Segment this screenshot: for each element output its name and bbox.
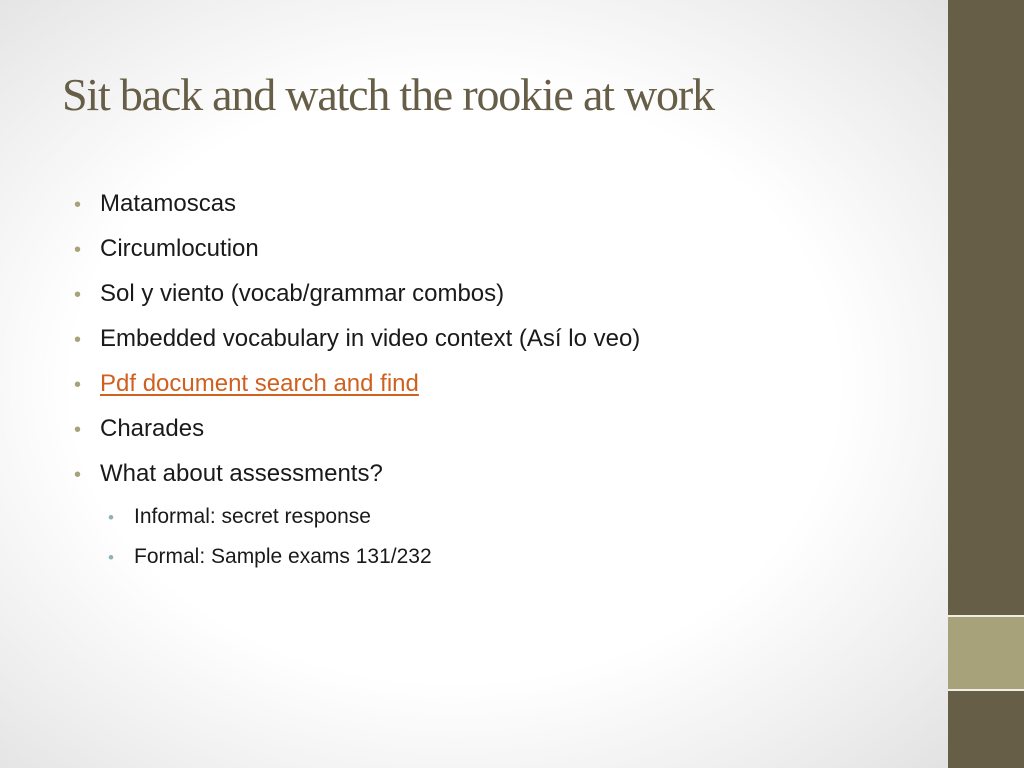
bullet-dot-icon: • bbox=[74, 374, 82, 396]
bullet-item-embedded-vocabulary bbox=[74, 321, 640, 366]
bullet-dot-icon: • bbox=[74, 194, 82, 216]
bullet-item-matamoscas bbox=[74, 186, 640, 231]
bullet-item-assessments bbox=[74, 456, 640, 501]
sub-bullet-text: Informal: secret response bbox=[134, 505, 371, 528]
slide-title: Sit back and watch the rookie at work bbox=[62, 69, 714, 120]
bullet-text: Matamoscas bbox=[100, 190, 237, 217]
bullet-item-pdf-search bbox=[74, 366, 640, 411]
bullet-item-circumlocution bbox=[74, 231, 640, 276]
sub-bullet-item-informal bbox=[108, 501, 640, 541]
bullet-text: Sol y viento (vocab/grammar combos) bbox=[100, 280, 505, 307]
bullet-list bbox=[74, 186, 640, 581]
bullet-text: Circumlocution bbox=[100, 235, 259, 262]
bullet-dot-icon: • bbox=[74, 419, 82, 441]
bullet-dot-icon: • bbox=[74, 239, 82, 261]
sub-bullet-dot-icon: • bbox=[108, 548, 114, 567]
sub-bullet-text: Formal: Sample exams 131/232 bbox=[134, 545, 432, 568]
bullet-text: What about assessments? bbox=[100, 460, 383, 487]
side-decoration-bar bbox=[948, 0, 1024, 768]
bullet-item-charades bbox=[74, 411, 640, 456]
side-accent-block bbox=[948, 615, 1024, 691]
bullet-dot-icon: • bbox=[74, 329, 82, 351]
sub-bullet-item-formal bbox=[108, 541, 640, 581]
pdf-search-link[interactable]: Pdf document search and find bbox=[100, 370, 419, 397]
bullet-text: Charades bbox=[100, 415, 205, 442]
bullet-dot-icon: • bbox=[74, 464, 82, 486]
sub-bullet-dot-icon: • bbox=[108, 508, 114, 527]
bullet-dot-icon: • bbox=[74, 284, 82, 306]
bullet-item-sol-y-viento bbox=[74, 276, 640, 321]
bullet-text: Embedded vocabulary in video context (Así lo veo) bbox=[100, 325, 641, 352]
